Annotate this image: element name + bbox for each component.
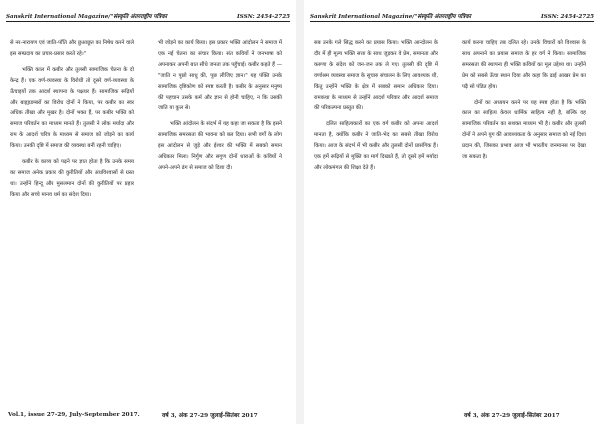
page-header <box>6 2 290 22</box>
page-gutter <box>296 0 304 424</box>
left-page <box>0 0 296 424</box>
footer-volume: Vol.1, issue 27-29, July-September 2017. <box>8 412 140 418</box>
text-column-2 <box>462 38 586 378</box>
paragraph: भी जोड़ने का कार्य किया। इस प्रकार भक्ति आंदोलन ने समाज में एक नई चेतना का संचार किया। संत कवियों ने जनभाषा को अपनाकर अपनी बात सीधे जनता तक पहुँचाई। कबीर कहते हैं — "जाति न पूछो साधु की, पूछ लीजिए ज्ञान।" यह पंक्ति उनके सामाजिक दृष्टिकोण को स्पष्ट करती है। कबीर के अनुसार मनुष्य की पहचान उसके कर्म और ज्ञान से होनी चाहिए, न कि उसकी जाति या कुल से। <box>158 40 282 112</box>
text-column-2 <box>158 38 282 378</box>
paragraph: कबीर के काव्य को पढ़ने पर ज्ञात होता है कि उनके समय का समाज अनेक प्रकार की कुरीतियों और अंधविश्वासों से ग्रस्त था। उन्होंने हिन्दू और मुसलमान दोनों की कुरीतियों पर प्रहार किया और सच्चे मानव धर्म का संदेश दिया। <box>10 159 134 198</box>
paragraph: दोनों का अध्ययन करने पर यह स्पष्ट होता है कि भक्ति काल का साहित्य केवल धार्मिक साहित्य नहीं है, बल्कि वह सामाजिक परिवर्तन का सशक्त माध्यम भी है। कबीर और तुलसी दोनों ने अपने युग की आवश्यकता के अनुसार समाज को नई दिशा प्रदान की, जिसका प्रभाव आज भी भारतीय जनमानस पर देखा जा सकता है। <box>462 99 586 161</box>
paragraph: सब उनके गले सिद्ध करने का प्रयास किया। भक्ति आन्दोलन के दौर में ही मूल्य भक्ति सत्ता के साथ जुड़कर वे प्रेम, समानता और करुणा के संदेश को जन-जन तक ले गए। तुलसी की दृष्टि में वर्णाश्रम व्यवस्था समाज के सुचारु संचालन के लिए आवश्यक थी, किंतु उन्होंने भक्ति के क्षेत्र में सबको समान अधिकार दिया। रामकथा के माध्यम से उन्होंने आदर्श परिवार और आदर्श समाज की परिकल्पना प्रस्तुत की। <box>314 40 438 112</box>
journal-title: Sanskrit International Magazine/"संस्कृति अंतरराष्ट्रीय पत्रिका <box>6 14 167 20</box>
issn-label: ISSN: 2454-2725 <box>541 14 594 20</box>
issn-label: ISSN: 2454-2725 <box>237 14 290 20</box>
paragraph: से नर-नारायण एवं जाति-पाँति और छुआछूत का निषेध करने वाले इस सम्प्रदाय का प्रचार-प्रसार करते रहे।" <box>10 40 134 57</box>
right-page <box>304 0 600 424</box>
text-column-1 <box>314 38 438 378</box>
paragraph: कार्य करना चाहिए तब दलित रहे। उनके विचारों को विश्वास के साथ अपनाने का प्रयास समाज के हर वर्ग ने किया। सामाजिक समरसता की स्थापना ही भक्ति कवियों का मूल उद्देश्य था। उन्होंने प्रेम को सबसे ऊँचा स्थान दिया और कहा कि ढाई आखर प्रेम का पढ़ै सो पंडित होय। <box>462 40 586 90</box>
paragraph: भक्ति आंदोलन के संदर्भ में यह कहा जा सकता है कि इसने सामाजिक समरसता की भावना को बल दिया। सभी वर्गों के लोग इस आंदोलन से जुड़े और ईश्वर की भक्ति में सबको समान अधिकार मिला। निर्गुण और सगुण दोनों धाराओं के कवियों ने अपने-अपने ढंग से समाज को दिशा दी। <box>158 121 282 171</box>
paragraph: दलित साहित्यकारों का एक वर्ग कबीर को अपना आदर्श मानता है, क्योंकि कबीर ने जाति-भेद का सबसे तीखा विरोध किया। आज के संदर्भ में भी कबीर और तुलसी दोनों प्रासंगिक हैं। एक हमें रूढ़ियों से मुक्ति का मार्ग दिखाते हैं, तो दूसरे हमें मर्यादा और लोकमंगल की शिक्षा देते हैं। <box>314 121 438 171</box>
footer-issue-hindi: वर्ष 3, अंक 27-29 जुलाई-सितंबर 2017 <box>464 413 560 419</box>
footer-issue-hindi: वर्ष 3, अंक 27-29 जुलाई-सितंबर 2017 <box>162 413 258 419</box>
text-column-1 <box>10 38 134 378</box>
paragraph: भक्ति काल में कबीर और तुलसी सामाजिक चेतना के दो केन्द्र हैं। एक वर्ण-व्यवस्था के विरोधी तो दूसरे वर्ण-व्यवस्था के ऊँचाइयों तक आदर्श स्थापना के पक्षधर हैं। सामाजिक रूढ़ियों और बाह्याडम्बरों का विरोध दोनों ने किया, पर कबीर का स्वर अधिक तीखा और मुखर है। दोनों भक्त हैं, पर कबीर भक्ति को समाज परिवर्तन का माध्यम मानते हैं। तुलसी ने लोक मर्यादा और राम के आदर्श चरित्र के माध्यम से समाज को जोड़ने का कार्य किया। उनकी दृष्टि में समाज की व्यवस्था बनी रहनी चाहिए। <box>10 66 134 150</box>
page-header <box>310 2 594 22</box>
journal-title: Sanskrit International Magazine/"संस्कृति अंतरराष्ट्रीय पत्रिका <box>310 14 471 20</box>
